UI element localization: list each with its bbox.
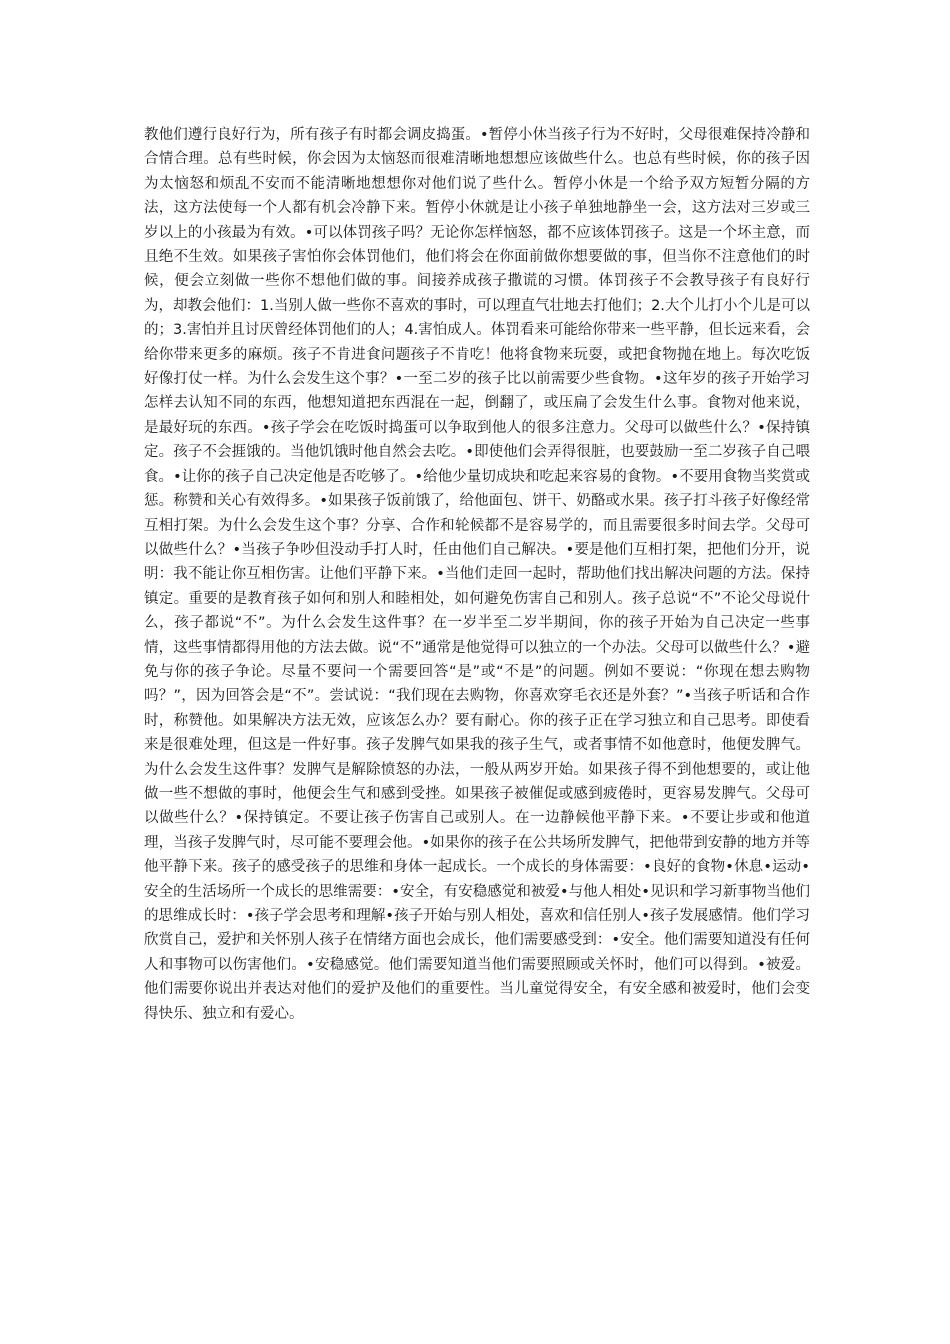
body-paragraph: 教他们遵行良好行为，所有孩子有时都会调皮捣蛋。•暂停小休当孩子行为不好时，父母很难保持冷静和合情合理。总有些时候，你会因为太恼怒而很难清晰地想想应该做些什么。也总有些时候，你的孩子因为太恼怒和烦乱不安而不能清晰地想想你对他们说了些什么。暂停小休是一个给予双方短暂分隔的方法，这方法使每一个人都有机会冷静下来。暂停小休就是让小孩子单独地静坐一会，这方法对三岁或三岁以上的小孩最为有效。•可以体罚孩子吗？无论你怎样恼怒，都不应该体罚孩子。这是一个坏主意，而且绝不生效。如果孩子害怕你会体罚他们，他们将会在你面前做你想要做的事，但当你不注意他们的时候，便会立刻做一些你不想他们做的事。间接养成孩子撒谎的习惯。体罚孩子不会教导孩子有良好行为，却教会他们：1.当别人做一些你不喜欢的事时，可以理直气壮地去打他们；2.大个儿打小个儿是可以的；3.害怕并且讨厌曾经体罚他们的人；4.害怕成人。体罚看来可能给你带来一些平静，但长远来看，会给你带来更多的麻烦。孩子不肯进食问题孩子不肯吃！他将食物来玩耍，或把食物抛在地上。每次吃饭好像打仗一样。为什么会发生这个事？•一至二岁的孩子比以前需要少些食物。•这年岁的孩子开始学习怎样去认知不同的东西，他想知道把东西混在一起，倒翻了，或压扁了会发生什么事。食物对他来说，是最好玩的东西。•孩子学会在吃饭时捣蛋可以争取到他人的很多注意力。父母可以做些什么？•保持镇定。孩子不会捱饿的。当他饥饿时他自然会去吃。•即使他们会弄得很脏，也要鼓励一至二岁孩子自己喂食。•让你的孩子自己决定他是否吃够了。•给他少量切成块和吃起来容易的食物。•不要用食物当奖赏或惩。称赞和关心有效得多。•如果孩子饭前饿了，给他面包、饼干、奶酪或水果。孩子打斗孩子好像经常互相打架。为什么会发生这个事？分享、合作和轮候都不是容易学的，而且需要很多时间去学。父母可以做些什么？•当孩子争吵但没动手打人时，任由他们自己解决。•要是他们互相打架，把他们分开，说明：我不能让你互相伤害。让他们平静下来。•当他们走回一起时，帮助他们找出解决问题的方法。保持镇定。重要的是教育孩子如何和别人和睦相处，如何避免伤害自己和别人。孩子总说“不”不论父母说什么，孩子都说“不”。为什么会发生这件事？在一岁半至二岁半期间，你的孩子开始为自己决定一些事情，这些事情都得用他的方法去做。说“不”通常是他觉得可以独立的一个办法。父母可以做些什么？•避免与你的孩子争论。尽量不要问一个需要回答“是”或“不是”的问题。例如不要说：“你现在想去购物吗？”，因为回答会是“不”。尝试说：“我们现在去购物，你喜欢穿毛衣还是外套？”•当孩子听话和合作时，称赞他。如果解决方法无效，应该怎么办？要有耐心。你的孩子正在学习独立和自己思考。即使看来是很难处理，但这是一件好事。孩子发脾气如果我的孩子生气，或者事情不如他意时，他便发脾气。为什么会发生这件事？发脾气是解除愤怒的办法，一般从两岁开始。如果孩子得不到他想要的，或让他做一些不想做的事时，他便会生气和感到受挫。如果孩子被催促或感到疲倦时，更容易发脾气。父母可以做些什么？•保持镇定。不要让孩子伤害自己或别人。在一边静候他平静下来。•不要让步或和他道理，当孩子发脾气时，尽可能不要理会他。•如果你的孩子在公共场所发脾气，把他带到安静的地方并等他平静下来。孩子的感受孩子的思维和身体一起成长。一个成长的身体需要：•良好的食物•休息•运动•安全的生活场所一个成长的思维需要：•安全，有安稳感觉和被爱•与他人相处•见识和学习新事物当他们的思维成长时：•孩子学会思考和理解•孩子开始与别人相处，喜欢和信任别人•孩子发展感情。他们学习欣赏自己，爱护和关怀别人孩子在情绪方面也会成长，他们需要感受到：•安全。他们需要知道没有任何人和事物可以伤害他们。•安稳感觉。他们需要知道当他们需要照顾或关怀时，他们可以得到。•被爱。他们需要你说出并表达对他们的爱护及他们的重要性。当儿童觉得安全，有安全感和被爱时，他们会变得快乐、独立和有爱心。: [144, 127, 810, 1022]
